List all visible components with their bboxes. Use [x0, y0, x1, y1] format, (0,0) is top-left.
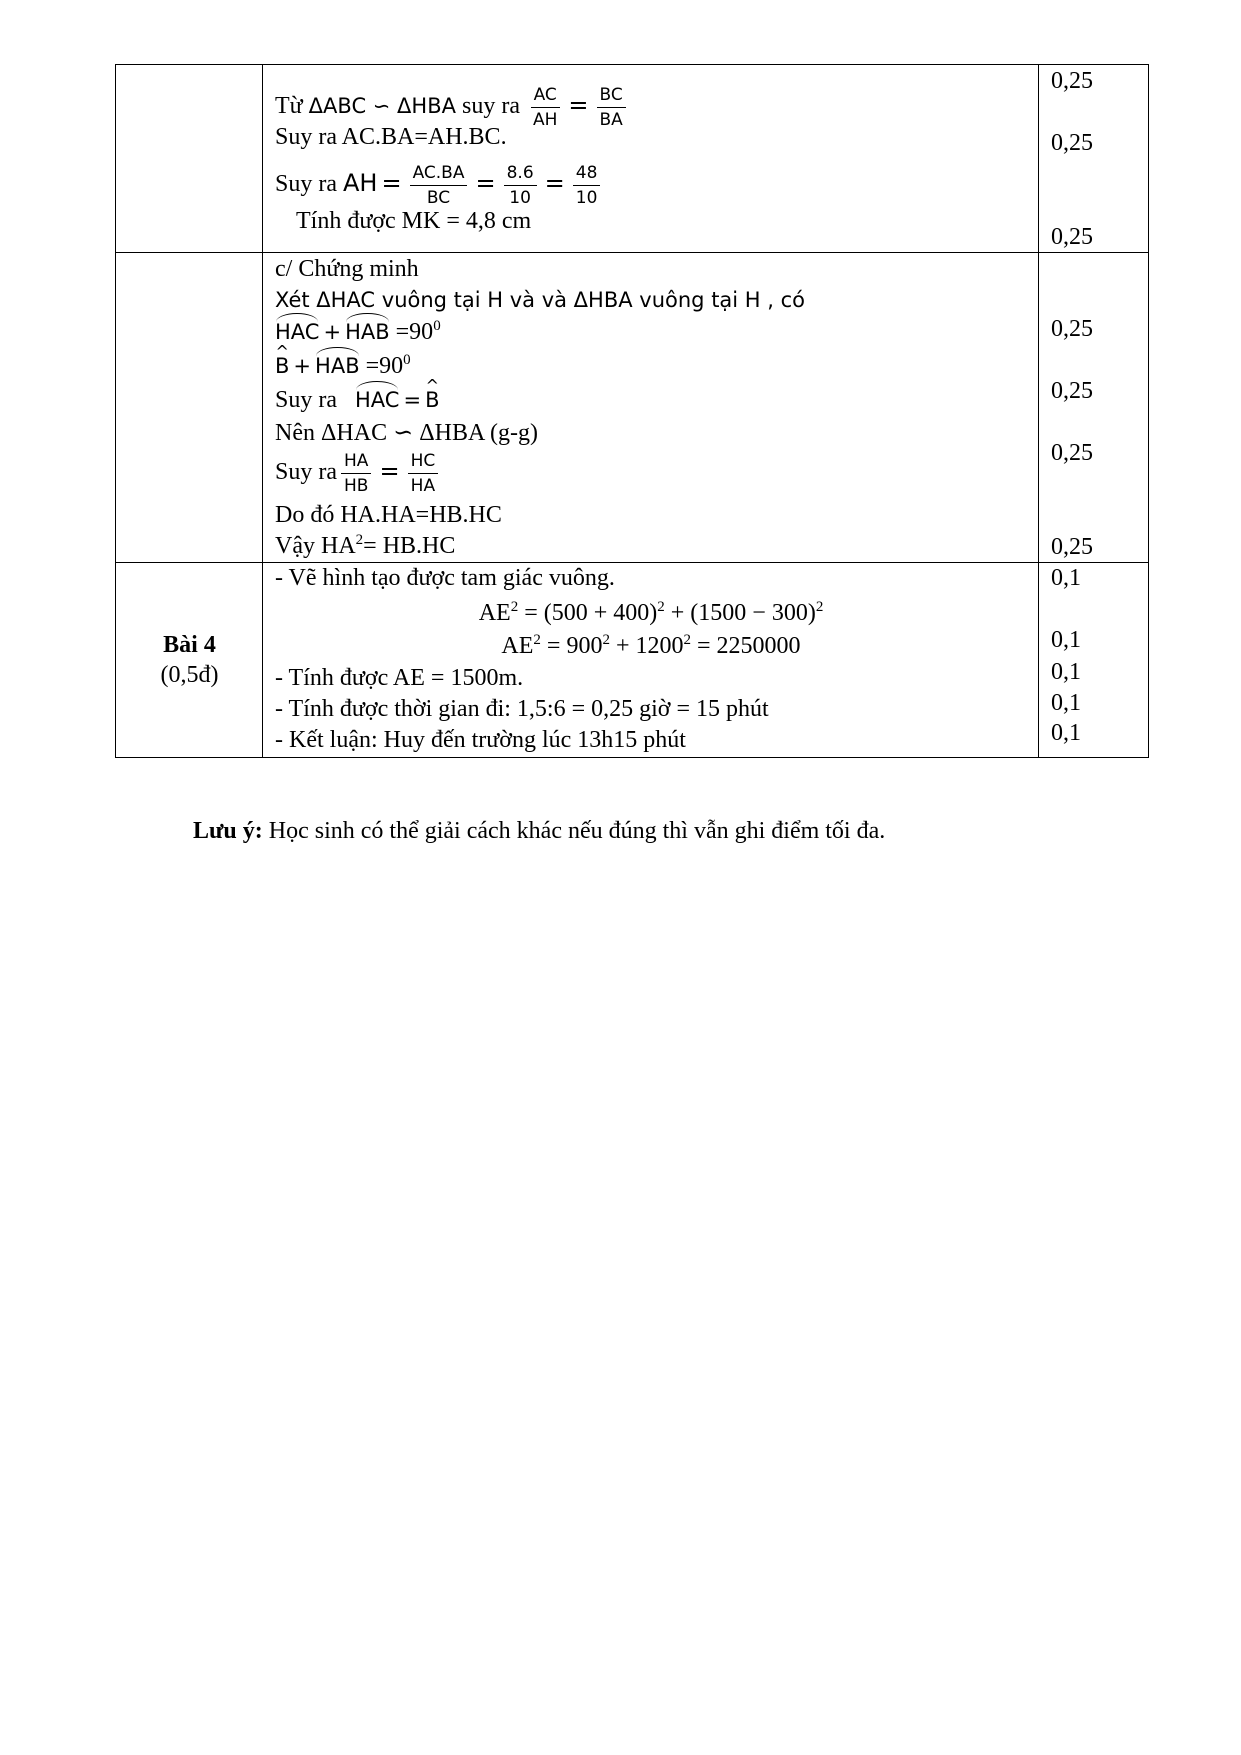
text: Từ: [275, 93, 309, 120]
table-row: [116, 253, 1149, 563]
points-value: 0,25: [1051, 440, 1093, 466]
table-row: [116, 65, 1149, 253]
denominator: HA: [410, 476, 436, 496]
angle-hac: HAC: [355, 388, 400, 412]
points-value: 0,1: [1051, 720, 1081, 746]
points-value: 0,1: [1051, 659, 1081, 685]
degree: 0: [403, 352, 411, 368]
numerator: AC: [531, 85, 560, 108]
equals-sign: =: [475, 169, 496, 198]
superscript: 2: [533, 632, 541, 648]
solution-cell: [263, 253, 1039, 563]
fraction: [341, 451, 371, 496]
text: = 900: [540, 633, 603, 659]
plus-sign: +: [323, 320, 342, 344]
denominator: 10: [509, 188, 531, 208]
fraction: [530, 85, 560, 130]
solution-line: [275, 451, 442, 496]
superscript: 2: [602, 632, 610, 648]
points-value: 0,1: [1051, 565, 1081, 591]
points-value: 0,25: [1051, 378, 1093, 404]
points-cell: [1039, 253, 1149, 563]
solution-line: [275, 419, 538, 447]
solution-line: c/ Chứng minh: [275, 256, 419, 282]
equals-sign: =: [379, 457, 400, 486]
text: Suy ra: [275, 171, 343, 198]
superscript: 2: [683, 632, 692, 648]
numerator: BC: [597, 85, 626, 108]
text: Suy ra: [275, 459, 337, 486]
solution-cell: [263, 65, 1039, 253]
text: AE: [501, 633, 534, 659]
points-value: 0,25: [1051, 316, 1093, 342]
solution-line: [275, 352, 411, 380]
angle-hac: HAC: [275, 320, 320, 344]
solution-line: - Tính được thời gian đi: 1,5:6 = 0,25 giờ = 15 phút: [275, 696, 769, 722]
superscript: 2: [355, 532, 364, 548]
similar-triangles: ΔABC ∽ ΔHBA: [308, 94, 456, 119]
denominator: 10: [575, 188, 598, 208]
solution-cell: [263, 563, 1039, 758]
denominator: BA: [599, 110, 623, 130]
equals-sign: =: [403, 388, 422, 412]
points-value: 0,25: [1051, 68, 1093, 94]
equation-line: [263, 599, 1039, 627]
fraction: [597, 85, 626, 130]
fraction: [410, 163, 468, 208]
text: + 1200: [609, 633, 684, 659]
numerator: 8.6: [504, 163, 537, 186]
footnote: [193, 817, 885, 845]
text: suy ra: [455, 93, 526, 120]
equals-sign: =: [568, 91, 589, 120]
denominator: BC: [426, 188, 451, 208]
angle-hab: HAB: [345, 320, 390, 344]
angle-b: ^ B: [275, 352, 289, 380]
text: Vậy HA: [275, 533, 356, 559]
solution-line: [275, 286, 805, 314]
equals-sign: =: [381, 169, 402, 198]
points-value: 0,25: [1051, 130, 1093, 156]
text: Xét ΔHAC vuông tại H và và ΔHBA vuông tại H , có: [275, 288, 806, 312]
solution-line: Tính được MK = 4,8 cm: [296, 208, 532, 234]
problem-cell-empty: [116, 253, 263, 563]
numerator: HA: [341, 451, 371, 474]
denominator: HB: [344, 476, 369, 496]
text: Suy ra: [275, 387, 337, 413]
text: =90: [395, 319, 434, 345]
denominator: AH: [532, 110, 558, 130]
numerator: HC: [408, 451, 439, 474]
solution-line: - Kết luận: Huy đến trường lúc 13h15 phút: [275, 727, 686, 753]
text: =90: [365, 353, 404, 379]
text: = HB.HC: [363, 533, 456, 559]
solution-line: [275, 163, 604, 208]
fraction: [504, 163, 537, 208]
points-cell: [1039, 65, 1149, 253]
text: AE: [478, 600, 511, 626]
angle-b: ^ B: [425, 386, 439, 414]
points-value: 0,25: [1051, 534, 1093, 560]
superscript: 2: [657, 599, 665, 615]
problem-cell: [116, 563, 263, 758]
numerator: 48: [573, 163, 601, 186]
solution-line: [275, 532, 455, 560]
solution-line: - Tính được AE = 1500m.: [275, 665, 524, 691]
plus-sign: +: [293, 354, 312, 378]
solution-line: - Vẽ hình tạo được tam giác vuông.: [275, 565, 615, 591]
equation-line: [263, 632, 1039, 660]
symbol: AH: [343, 169, 378, 198]
table-row: [116, 563, 1149, 758]
solution-line: Do đó HA.HA=HB.HC: [275, 502, 502, 528]
text: Nên ΔHAC ∽ ΔHBA (g-g): [275, 420, 538, 446]
solution-line: [275, 318, 441, 346]
points-cell: [1039, 563, 1149, 758]
superscript: 2: [510, 599, 519, 615]
numerator: AC.BA: [410, 163, 468, 186]
problem-cell-empty: [116, 65, 263, 253]
solution-line: Suy ra AC.BA=AH.BC.: [275, 124, 507, 150]
footnote-text: Học sinh có thể giải cách khác nếu đúng thì vẫn ghi điểm tối đa.: [262, 818, 886, 844]
equals-sign: =: [544, 169, 565, 198]
problem-score: (0,5đ): [160, 662, 219, 688]
points-value: 0,1: [1051, 690, 1081, 716]
footnote-label: Lưu ý:: [193, 818, 263, 844]
solution-line: [275, 386, 439, 414]
text: = 2250000: [691, 633, 801, 659]
fraction: [408, 451, 439, 496]
grading-table: [115, 64, 1149, 758]
text: + (1500 − 300): [664, 600, 816, 626]
problem-title: Bài 4: [163, 632, 216, 658]
points-value: 0,25: [1051, 224, 1093, 250]
text: = (500 + 400): [518, 600, 658, 626]
angle-hab: HAB: [315, 354, 360, 378]
degree: 0: [433, 318, 441, 334]
superscript: 2: [815, 599, 824, 615]
points-value: 0,1: [1051, 627, 1081, 653]
fraction: [573, 163, 601, 208]
